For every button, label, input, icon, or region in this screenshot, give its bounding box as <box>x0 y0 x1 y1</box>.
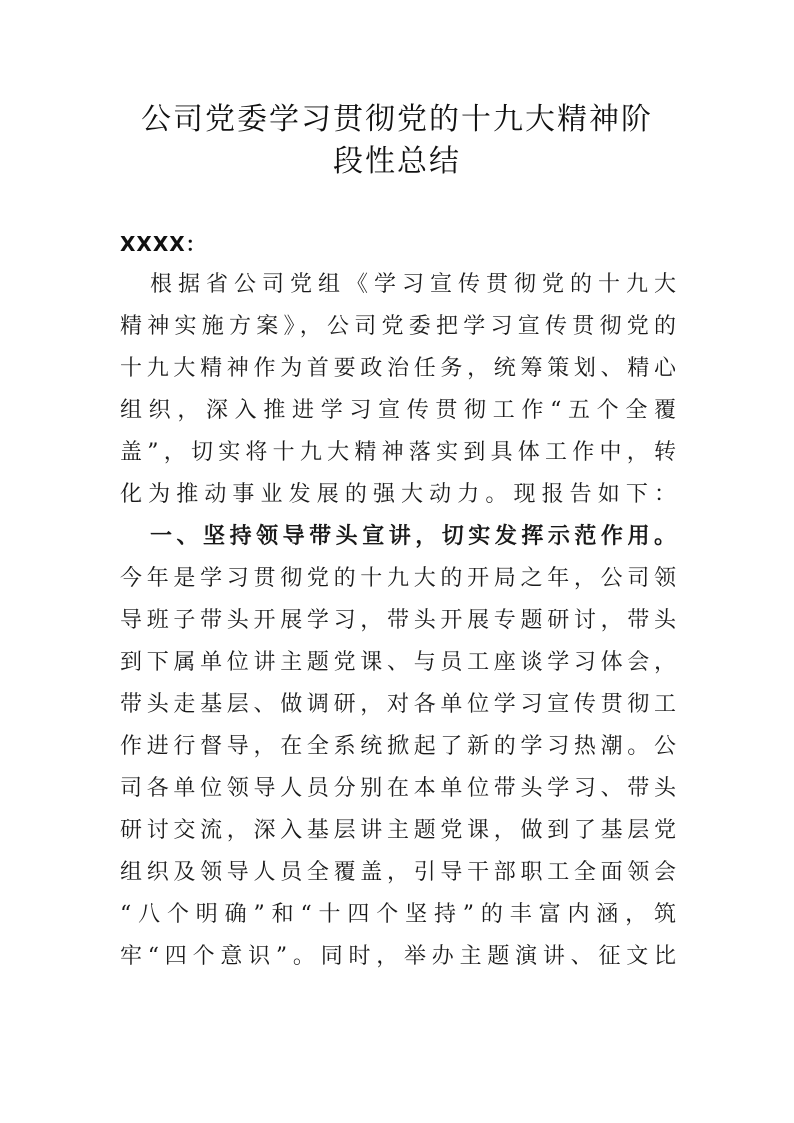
body-line: “八个明确”和“十四个坚持”的丰富内涵，筑 <box>120 902 676 927</box>
body-line: 到下属单位讲主题党课、与员工座谈学习体会， <box>120 650 676 675</box>
body-line: 组织及领导人员全覆盖，引导干部职工全面领会 <box>120 860 676 885</box>
body-line: 司各单位领导人员分别在本单位带头学习、带头 <box>120 776 676 801</box>
body-line: 精神实施方案》，公司党委把学习宣传贯彻党的 <box>120 314 676 339</box>
body-line: 根据省公司党组《学习宣传贯彻党的十九大 <box>150 272 676 297</box>
body-line: 化为推动事业发展的强大动力。现报告如下： <box>120 482 676 507</box>
body-line: 组织，深入推进学习宣传贯彻工作“五个全覆 <box>120 398 676 423</box>
body-line: 带头走基层、做调研，对各单位学习宣传贯彻工 <box>120 692 676 717</box>
salutation: XXXX： <box>120 232 207 256</box>
body-line: 牢“四个意识”。同时，举办主题演讲、征文比 <box>120 944 676 969</box>
document-title-line-2: 段性总结 <box>333 144 461 179</box>
body-line: 盖”，切实将十九大精神落实到具体工作中，转 <box>120 440 676 465</box>
body-line: 导班子带头开展学习，带头开展专题研讨，带头 <box>120 608 676 633</box>
body-line: 十九大精神作为首要政治任务，统筹策划、精心 <box>120 356 676 381</box>
section-heading: 一、坚持领导带头宣讲，切实发挥示范作用。 <box>150 524 676 549</box>
body-line: 今年是学习贯彻党的十九大的开局之年，公司领 <box>120 566 676 591</box>
document-title-line-1: 公司党委学习贯彻党的十九大精神阶 <box>141 102 653 137</box>
body-line: 作进行督导，在全系统掀起了新的学习热潮。公 <box>120 734 676 759</box>
body-line: 研讨交流，深入基层讲主题党课，做到了基层党 <box>120 818 676 843</box>
